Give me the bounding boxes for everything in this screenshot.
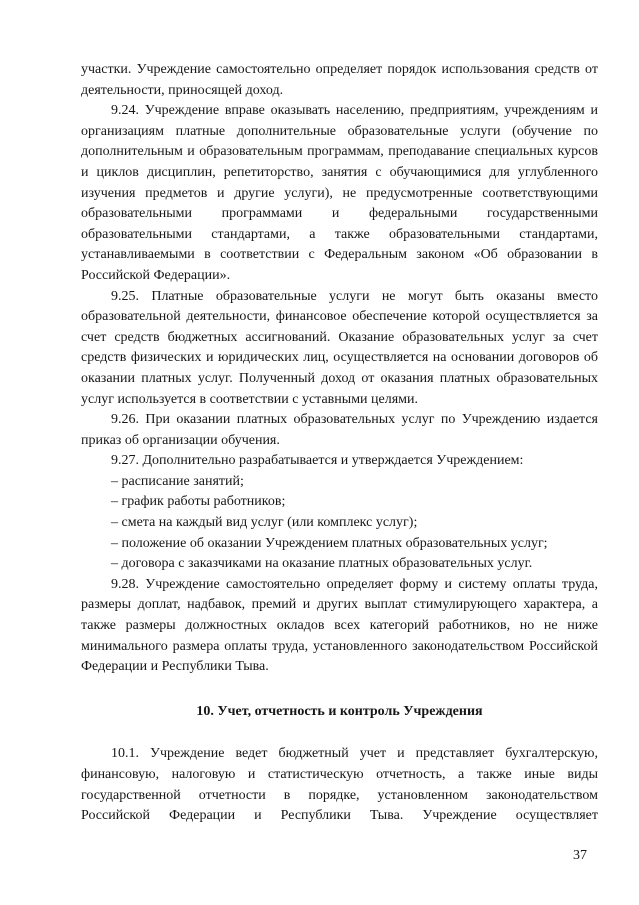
paragraph-10-1: 10.1. Учреждение ведет бюджетный учет и представляет бухгалтерскую, финансовую, налоговую и статистическую отчетность, а также иные виды государственной отчетности в порядке, установленном законодательством Российской Федерации и Республики Тыва. Учреждение осуществляет [81,746,598,824]
list-item: – договора с заказчиками на оказание платных образовательных услуг. [111,556,533,572]
page-number: 37 [573,848,587,863]
document-page [81,60,598,827]
paragraph-9-25: 9.25. Платные образовательные услуги не могут быть оказаны вместо образовательной деятельности, финансовое обеспечение которой осуществляется за счет средств бюджетных ассигнований. Оказание образовательных услуг за счет средств физических и юридических лиц, осуществляется на основании договоров об оказании платных услуг. Полученный доход от оказания платных образовательных услуг используется в соответствии с уставными целями. [81,288,598,407]
list-item: – положение об оказании Учреждением платных образовательных услуг; [111,535,548,551]
paragraph-9-24: 9.24. Учреждение вправе оказывать населению, предприятиям, учреждениям и организациям платные дополнительные образовательные услуги (обучение по дополнительным и образовательным программам, преподавание специальных курсов и циклов дисциплин, репетиторство, занятия с обучающимися для углубленного изучения предметов и другие услуги), не предусмотренные соответствующими образовательными программами и федеральными государственными образовательными стандартами, а также образовательными стандартами, устанавливаемыми в соответствии с Федеральным законом «Об образовании в Российской Федерации». [81,103,598,283]
paragraph-continuation: участки. Учреждение самостоятельно определяет порядок использования средств от деятельности, приносящей доход. [81,62,598,98]
list-item: – график работы работников; [111,494,286,510]
paragraph-9-27: 9.27. Дополнительно разрабатывается и утверждается Учреждением: [111,453,524,469]
paragraph-9-26: 9.26. При оказании платных образовательных услуг по Учреждению издается приказ об организации обучения. [81,412,598,448]
list-item: – расписание занятий; [111,473,244,489]
paragraph-9-28: 9.28. Учреждение самостоятельно определяет форму и систему оплаты труда, размеры доплат, надбавок, премий и других выплат стимулирующего характера, а также размеры должностных окладов всех категорий работников, но не ниже минимального размера оплаты труда, установленного законодательством Российской Федерации и Республики Тыва. [81,576,598,675]
section-heading: 10. Учет, отчетность и контроль Учреждения [196,703,483,719]
list-item: – смета на каждый вид услуг (или комплекс услуг); [111,515,418,531]
